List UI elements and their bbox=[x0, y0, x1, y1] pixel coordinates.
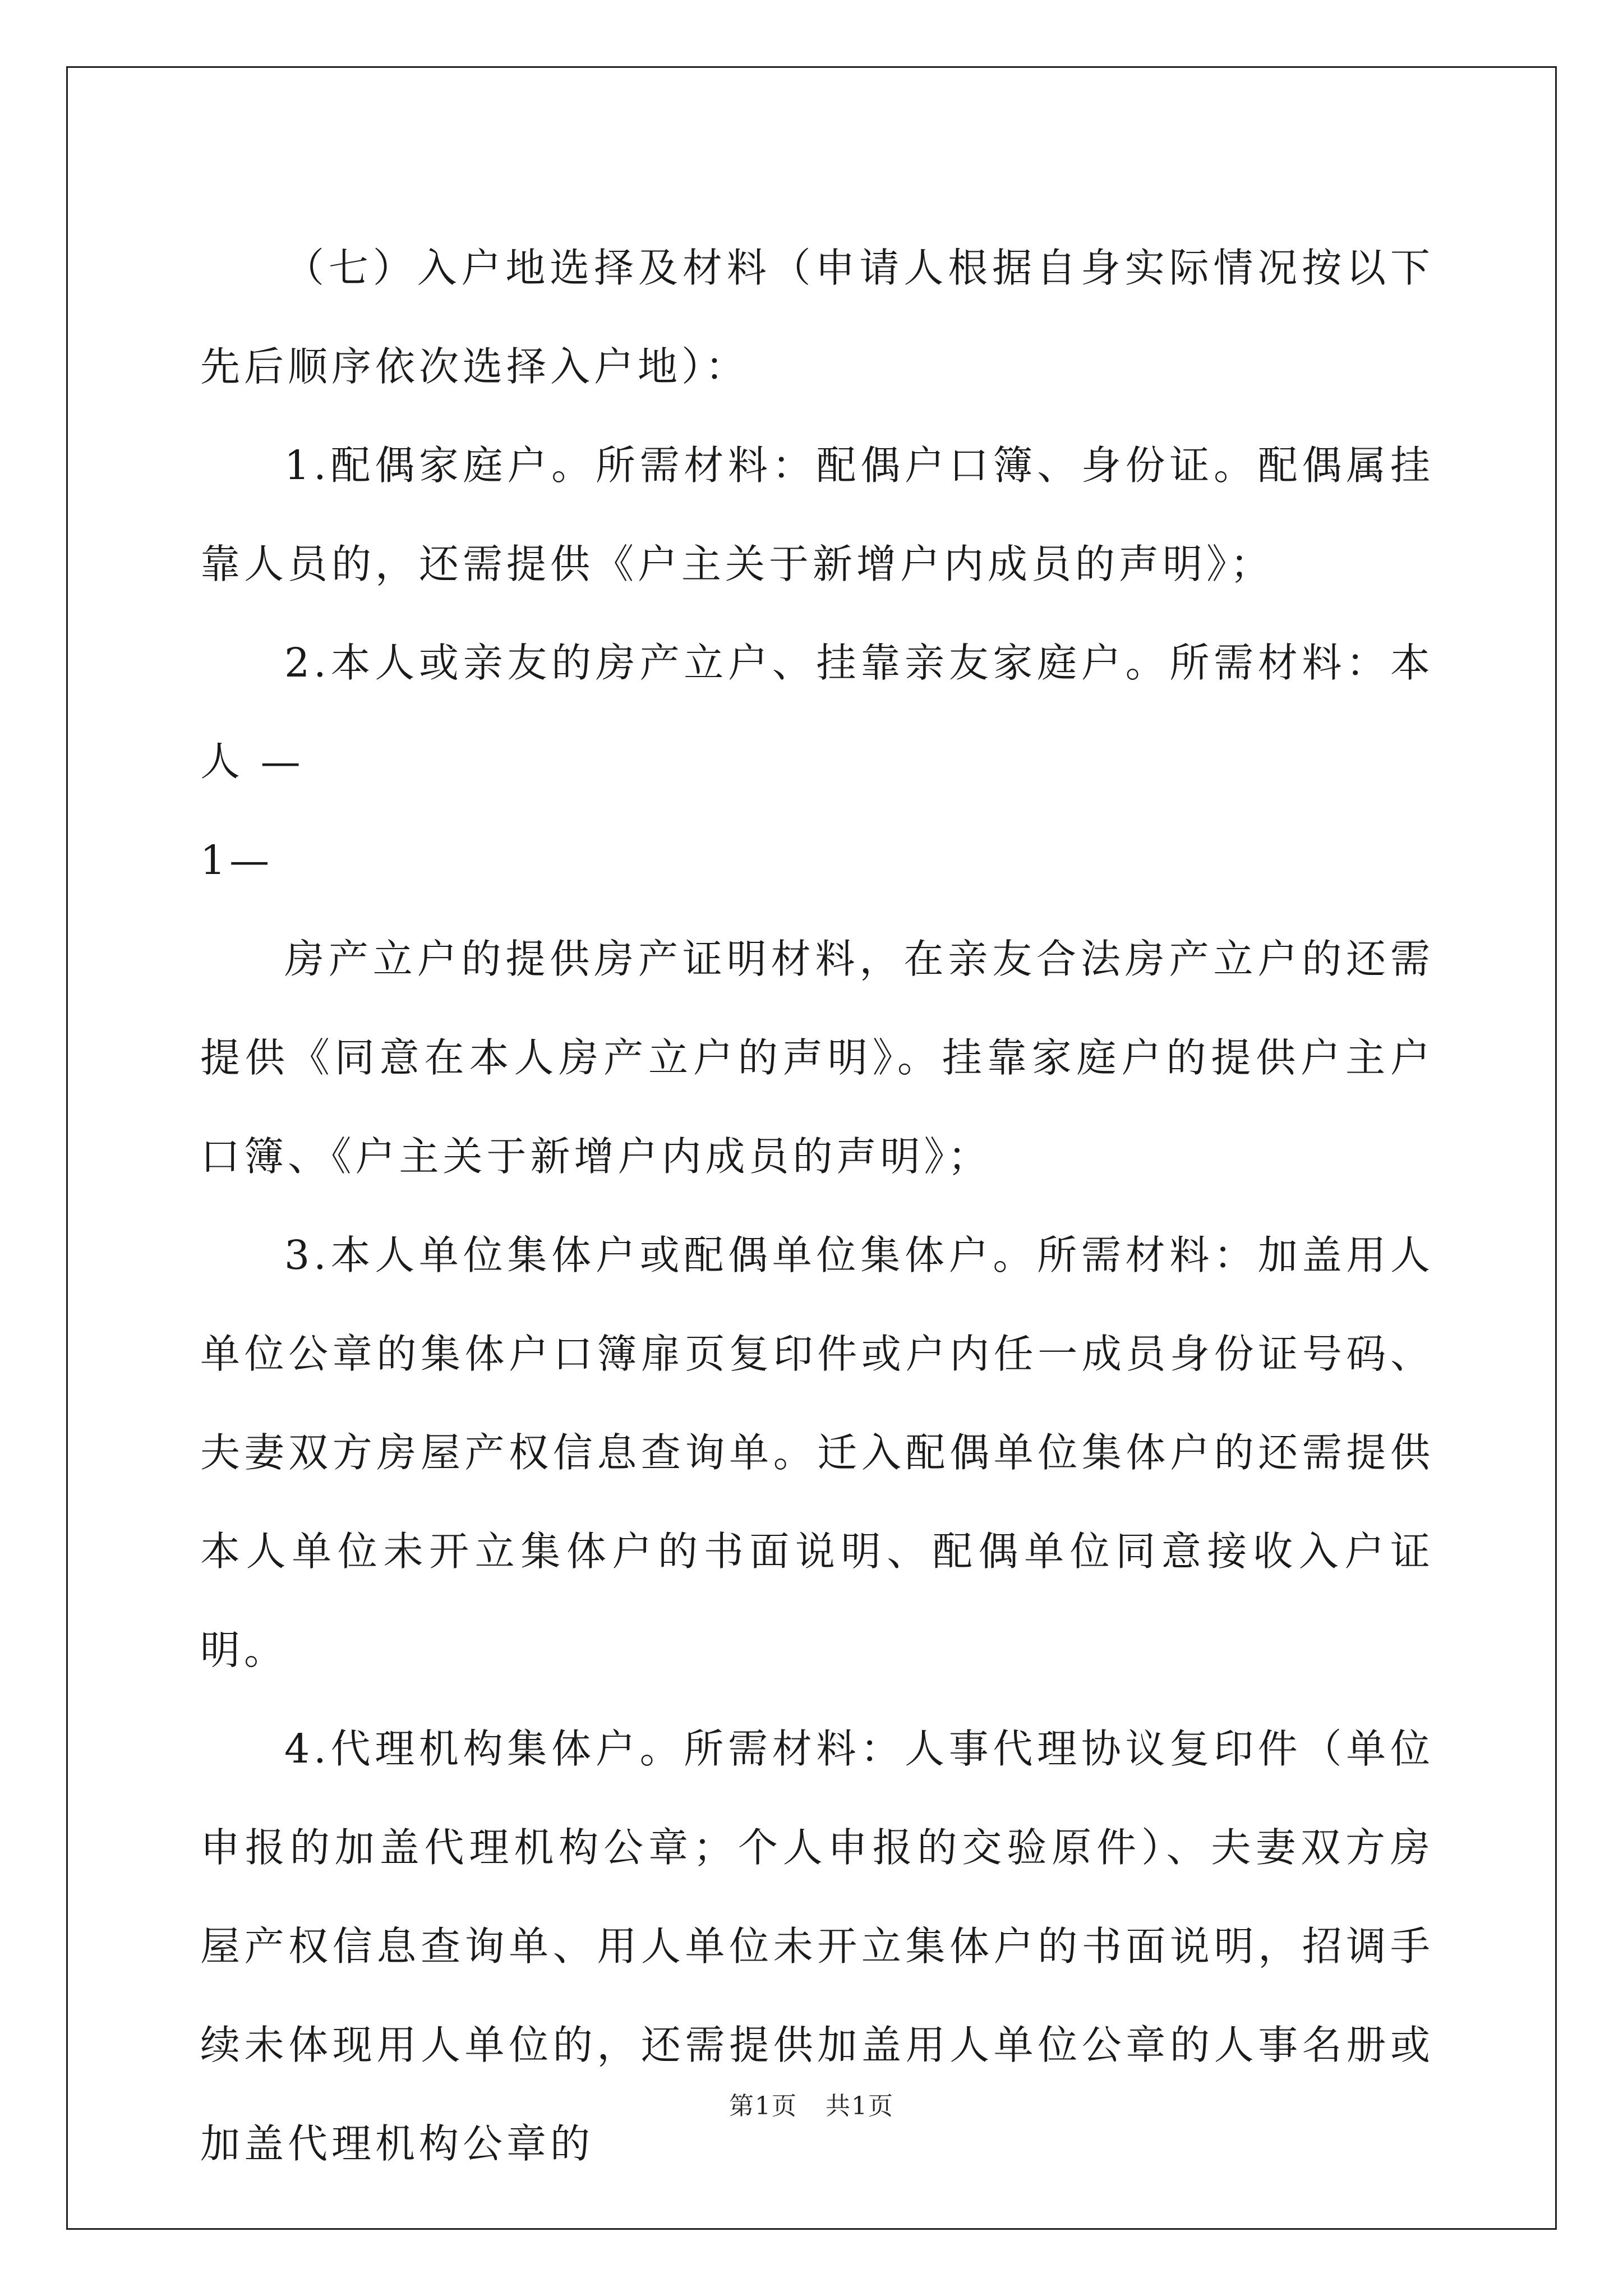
paragraph-item-2-property-household: 2.本人或亲友的房产立户、挂靠亲友家庭户。所需材料：本人 — bbox=[200, 639, 1434, 785]
paragraph-item-4-agency-collective: 4.代理机构集体户。所需材料：人事代理协议复印件（单位申报的加盖代理机构公章；个人申报的交验原件）、夫妻双方房屋产权信息查询单、用人单位未开立集体户的书面说明，招调手续未体现用人单位的，还需提供加盖用人单位公章的人事名册或加盖代理机构公章的 bbox=[200, 1726, 1434, 2167]
page-footer bbox=[0, 2086, 1623, 2122]
paragraph-item-3-unit-collective: 3.本人单位集体户或配偶单位集体户。所需材料：加盖用人单位公章的集体户口簿扉页复印件或户内任一成员身份证号码、夫妻双方房屋产权信息查询单。迁入配偶单位集体户的还需提供本人单位未开立集体户的书面说明、配偶单位同意接收入户证明。 bbox=[200, 1232, 1434, 1673]
inline-page-marker: 1— bbox=[200, 837, 274, 884]
paragraph-item-1-spouse-household: 1.配偶家庭户。所需材料：配偶户口簿、身份证。配偶属挂靠人员的，还需提供《户主关于新增户内成员的声明》； bbox=[200, 442, 1434, 587]
paragraph-section-7-heading: （七）入户地选择及材料（申请人根据自身实际情况按以下先后顺序依次选择入户地）： bbox=[200, 245, 1434, 390]
paragraph-item-2-continued: 房产立户的提供房产证明材料，在亲友合法房产立户的还需提供《同意在本人房产立户的声明》。挂靠家庭户的提供户主户口簿、《户主关于新增户内成员的声明》； bbox=[200, 936, 1434, 1180]
page-number-current: 第1页 bbox=[729, 2092, 797, 2120]
document-body bbox=[200, 219, 1434, 2193]
page-number-total: 共1页 bbox=[826, 2092, 894, 2120]
